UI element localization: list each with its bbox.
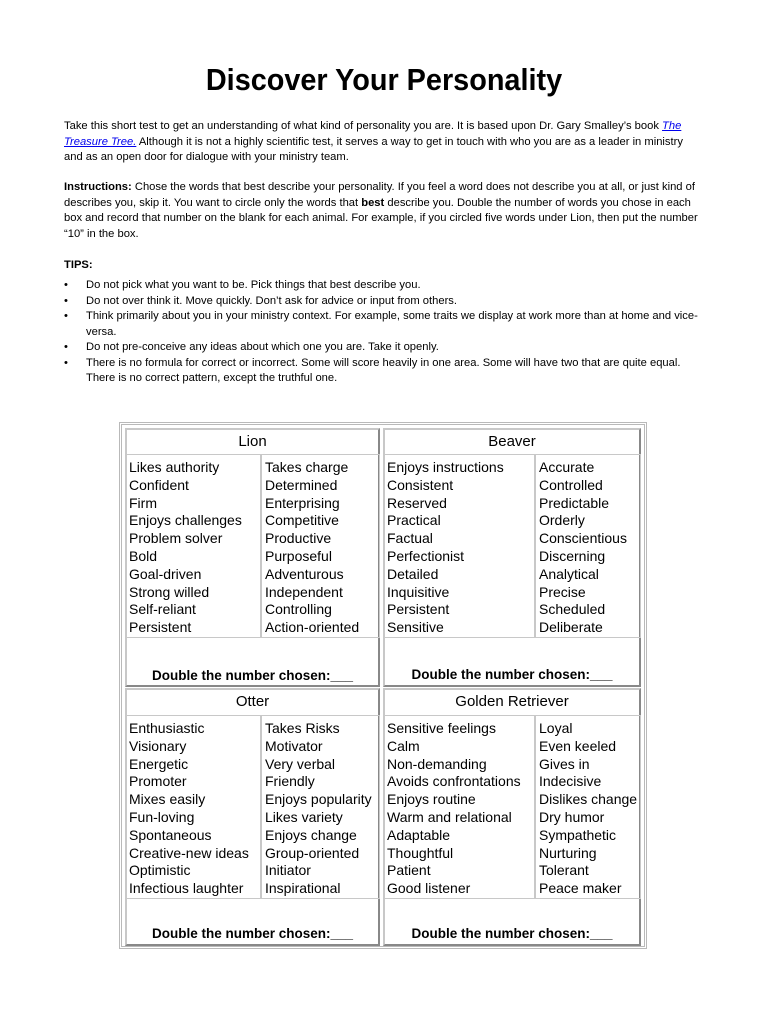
trait-word[interactable]: Factual: [387, 530, 433, 547]
trait-word[interactable]: Accurate: [539, 459, 595, 475]
trait-word[interactable]: Perfectionist: [387, 547, 465, 564]
trait-word[interactable]: Promoter: [129, 773, 187, 790]
trait-word[interactable]: Consistent: [387, 476, 454, 493]
lion-column-2: [265, 459, 359, 637]
trait-word[interactable]: Sensitive: [387, 619, 444, 636]
trait-word[interactable]: Calm: [387, 737, 420, 754]
trait-word[interactable]: Goal-driven: [129, 565, 202, 582]
beaver-column-1: [387, 459, 504, 637]
trait-word[interactable]: Indecisive: [539, 773, 602, 790]
trait-word[interactable]: Takes Risks: [265, 720, 340, 736]
trait-word[interactable]: Conscientious: [539, 530, 627, 547]
trait-word[interactable]: Firm: [129, 494, 157, 511]
trait-word[interactable]: Takes charge: [265, 459, 349, 475]
trait-word[interactable]: Enjoys popularity: [265, 791, 372, 808]
trait-word[interactable]: Persistent: [387, 601, 450, 618]
trait-word[interactable]: Likes variety: [265, 808, 343, 825]
trait-word[interactable]: Enjoys challenges: [129, 512, 242, 529]
trait-word[interactable]: Enterprising: [265, 494, 340, 511]
tip-item: • Do not over think it. Move quickly. Don’t ask for advice or input from others.: [64, 294, 704, 310]
trait-word[interactable]: Self-reliant: [129, 601, 196, 618]
trait-word[interactable]: Visionary: [129, 737, 187, 754]
trait-word[interactable]: Enthusiastic: [129, 720, 205, 736]
trait-word[interactable]: Confident: [129, 476, 189, 493]
page-title: Discover Your Personality: [205, 62, 563, 97]
trait-word[interactable]: Energetic: [129, 755, 189, 772]
trait-word[interactable]: Precise: [539, 583, 586, 600]
trait-word[interactable]: Strong willed: [129, 583, 210, 600]
trait-word[interactable]: Inquisitive: [387, 583, 450, 600]
trait-word[interactable]: Determined: [265, 476, 338, 493]
trait-word[interactable]: Loyal: [539, 720, 573, 736]
trait-word[interactable]: Thoughtful: [387, 844, 454, 861]
trait-word[interactable]: Adventurous: [265, 565, 344, 582]
trait-word[interactable]: Tolerant: [539, 862, 589, 879]
trait-word[interactable]: Motivator: [265, 737, 323, 754]
trait-word[interactable]: Problem solver: [129, 530, 223, 547]
trait-word[interactable]: Competitive: [265, 512, 339, 529]
trait-word[interactable]: Bold: [129, 547, 158, 564]
beaver-double-count[interactable]: Double the number chosen:___: [411, 667, 613, 682]
instructions-best: best: [361, 196, 385, 209]
trait-word[interactable]: Group-oriented: [265, 844, 360, 861]
retriever-header: Golden Retriever: [455, 693, 569, 710]
trait-word[interactable]: Enjoys routine: [387, 791, 476, 808]
trait-word[interactable]: Action-oriented: [265, 619, 360, 636]
trait-word[interactable]: Optimistic: [129, 862, 191, 879]
trait-word[interactable]: Enjoys instructions: [387, 459, 504, 475]
trait-word[interactable]: Very verbal: [265, 755, 336, 772]
trait-word[interactable]: Enjoys change: [265, 826, 357, 843]
otter-header: Otter: [235, 693, 270, 710]
retriever-column-2: [539, 720, 637, 898]
trait-word[interactable]: Sensitive feelings: [387, 720, 496, 736]
trait-word[interactable]: Reserved: [387, 494, 447, 511]
tip-item: • Think primarily about you in your ministry context. For example, some traits we display at work more than at home and vice-versa.: [64, 309, 704, 340]
trait-word[interactable]: Scheduled: [539, 601, 606, 618]
trait-word[interactable]: Friendly: [265, 773, 315, 790]
trait-word[interactable]: Creative-new ideas: [129, 844, 249, 861]
trait-word[interactable]: Purposeful: [265, 547, 332, 564]
trait-word[interactable]: Dislikes change: [539, 791, 638, 808]
trait-word[interactable]: Independent: [265, 583, 343, 600]
trait-word[interactable]: Controlled: [539, 476, 603, 493]
tips-list: [64, 278, 704, 387]
tip-item: • Do not pre-conceive any ideas about which one you are. Take it openly.: [64, 340, 704, 356]
instructions-paragraph: [64, 180, 704, 242]
tip-item: • Do not pick what you want to be. Pick things that best describe you.: [64, 278, 704, 294]
trait-word[interactable]: Fun-loving: [129, 808, 195, 825]
trait-word[interactable]: Predictable: [539, 494, 610, 511]
otter-double-count[interactable]: Double the number chosen:___: [151, 926, 354, 941]
trait-word[interactable]: Spontaneous: [129, 826, 212, 843]
lion-box: [125, 428, 380, 687]
trait-word[interactable]: Adaptable: [387, 826, 451, 843]
lion-header: Lion: [238, 433, 267, 450]
trait-word[interactable]: Dry humor: [539, 808, 605, 825]
beaver-column-2: [539, 459, 627, 637]
otter-column-2: [265, 720, 372, 898]
retriever-column-1: [387, 720, 521, 898]
trait-word[interactable]: Good listener: [387, 880, 471, 897]
lion-column-1: [129, 459, 242, 637]
instructions-text-1: Chose the words that best describe your personality. If you feel a word does not describe you at all, or just kind of describes you, skip it. You want to circle only the words that: [64, 181, 695, 209]
trait-word[interactable]: Avoids confrontations: [387, 773, 521, 790]
trait-word[interactable]: Infectious laughter: [129, 880, 244, 897]
trait-word[interactable]: Analytical: [539, 565, 599, 582]
trait-word[interactable]: Patient: [387, 862, 431, 879]
otter-box: [125, 688, 380, 946]
trait-word[interactable]: Warm and relational: [387, 808, 512, 825]
lion-double-count[interactable]: Double the number chosen:___: [151, 668, 354, 683]
trait-word[interactable]: Peace maker: [539, 880, 622, 897]
retriever-box: [383, 688, 641, 946]
instructions-label: Instructions:: [64, 181, 132, 193]
trait-word[interactable]: Productive: [265, 530, 332, 547]
instructions-text-2: describe you. Double the number of words you chose in each box and record that number on the blank for each animal. For example, if you circled five words under Lion, then put the number “10” in the box.: [64, 196, 698, 240]
trait-word[interactable]: Inspirational: [265, 880, 341, 897]
trait-word[interactable]: Deliberate: [539, 619, 603, 636]
tips-label: TIPS:: [64, 259, 93, 271]
trait-word[interactable]: Initiator: [265, 862, 311, 879]
trait-word[interactable]: Discerning: [539, 547, 606, 564]
trait-word[interactable]: Even keeled: [539, 737, 617, 754]
trait-word[interactable]: Gives in: [539, 755, 590, 772]
tip-item: • There is no formula for correct or incorrect. Some will score heavily in one area. Some will have two that are quite equal. There is no correct pattern, except the truthful one.: [64, 356, 704, 387]
personality-table: [119, 422, 647, 949]
intro-paragraph: [64, 119, 704, 166]
beaver-box: [383, 428, 641, 687]
trait-word[interactable]: Nurturing: [539, 844, 597, 861]
trait-word[interactable]: Detailed: [387, 565, 439, 582]
otter-column-1: [129, 720, 249, 898]
retriever-double-count[interactable]: Double the number chosen:___: [411, 926, 613, 941]
trait-word[interactable]: Practical: [387, 512, 441, 529]
intro-text-before: Take this short test to get an understanding of what kind of personality you are. It is based upon Dr. Gary Smalley’s book: [64, 120, 663, 132]
trait-word[interactable]: Mixes easily: [129, 791, 206, 808]
trait-word[interactable]: Sympathetic: [539, 826, 617, 843]
trait-word[interactable]: Persistent: [129, 619, 192, 636]
beaver-header: Beaver: [488, 433, 536, 450]
trait-word[interactable]: Orderly: [539, 512, 585, 529]
trait-word[interactable]: Controlling: [265, 601, 332, 618]
book-link[interactable]: The Treasure Tree.: [64, 120, 682, 148]
trait-word[interactable]: Likes authority: [129, 459, 220, 475]
intro-text-after: Although it is not a highly scientific test, it serves a way to get in touch with who you are as a leader in ministry and as an open door for dialogue with your ministry team.: [64, 135, 683, 163]
trait-word[interactable]: Non-demanding: [387, 755, 487, 772]
